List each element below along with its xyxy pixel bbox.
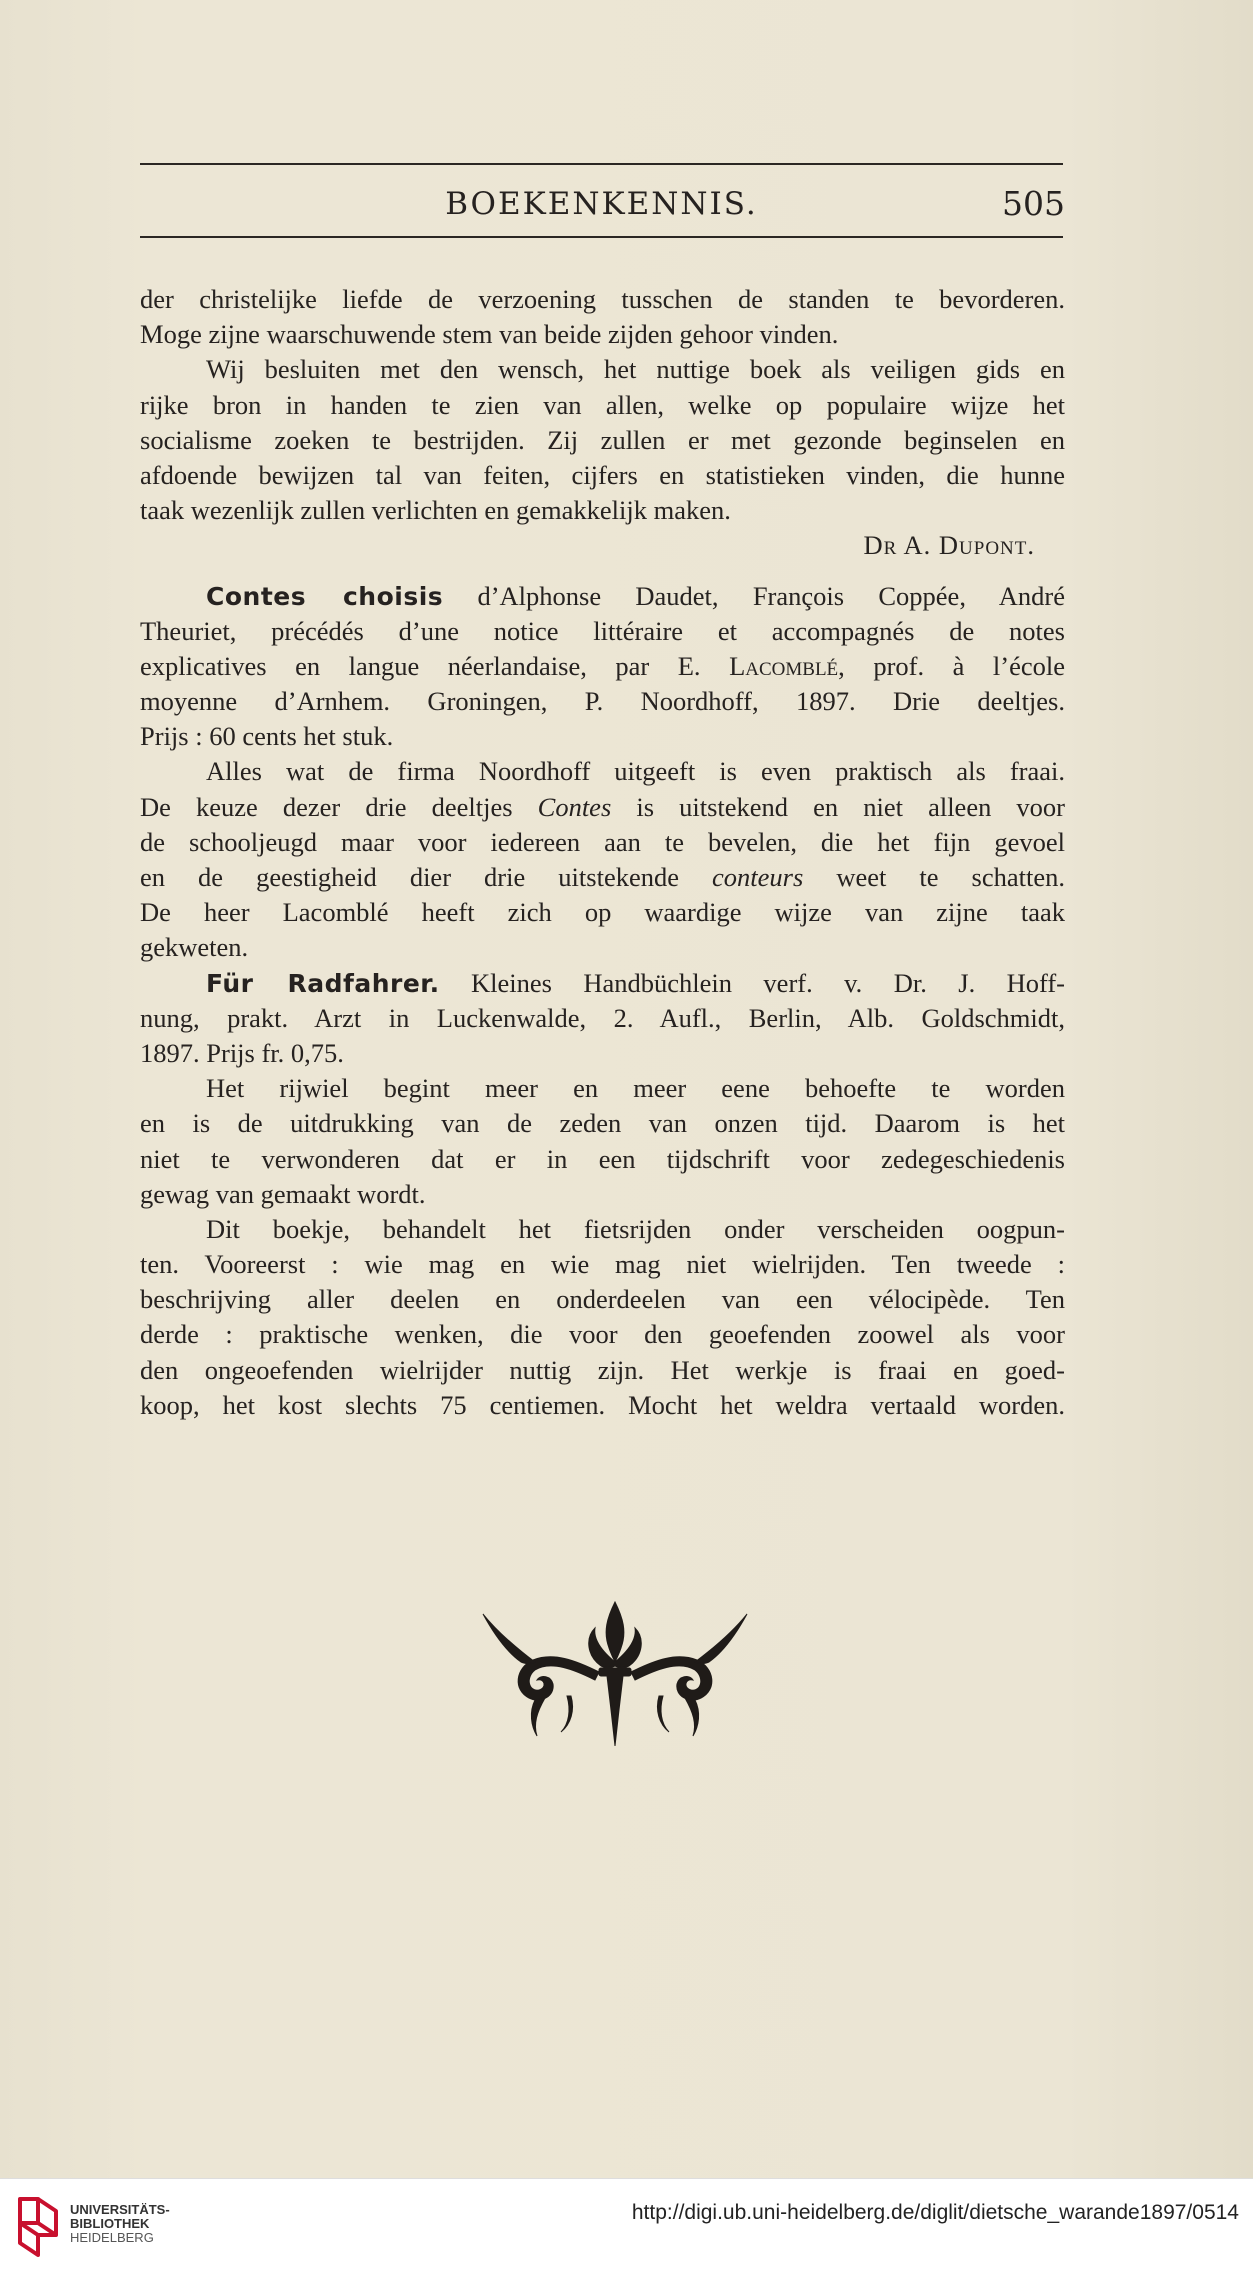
author-name: Lacomblé xyxy=(729,650,839,681)
text-line: nung, prakt. Arzt in Luckenwalde, 2. Aufl., Berlin, Alb. Goldschmidt, xyxy=(140,1002,1065,1033)
text-span: De keuze dezer drie deeltjes xyxy=(140,791,538,822)
text-line: gekweten. xyxy=(140,932,249,963)
body-text xyxy=(140,282,1065,1423)
italic-term: conteurs xyxy=(712,862,804,892)
text-line: gewag van gemaakt wordt. xyxy=(140,1178,426,1209)
page-number: 505 xyxy=(1002,184,1065,223)
text-span: is uitstekend en niet alleen voor xyxy=(611,791,1065,822)
text-span: Kleines Handbüchlein verf. v. Dr. J. Hoff- xyxy=(439,967,1066,998)
text-span: weet te schatten. xyxy=(803,862,1065,892)
text-span: explicatives en langue néerlandaise, par E. xyxy=(140,650,730,681)
text-line xyxy=(140,860,1065,895)
text-line: Dit boekje, behandelt het fietsrijden onder verscheiden oogpun- xyxy=(206,1213,1065,1244)
text-span: en de geestigheid dier drie uitstekende xyxy=(140,862,713,892)
text-line: beschrijving aller deelen en onderdeelen van een vélocipède. Ten xyxy=(140,1284,1065,1315)
text-line xyxy=(140,649,1065,684)
fleur-de-lis-ornament-icon xyxy=(475,1600,755,1760)
text-line: socialisme zoeken te bestrijden. Zij zullen er met gezonde beginselen en xyxy=(140,424,1065,455)
library-name xyxy=(70,2203,170,2245)
running-title: BOEKENKENNIS. xyxy=(445,186,758,222)
ub-heidelberg-logo-icon xyxy=(14,2193,62,2259)
text-line: en is de uitdrukking van de zeden van onzen tijd. Daarom is het xyxy=(140,1108,1065,1139)
text-line: 1897. Prijs fr. 0,75. xyxy=(140,1037,344,1068)
text-line: taak wezenlijk zullen verlichten en gemakkelijk maken. xyxy=(140,495,731,526)
text-span: d’Alphonse Daudet, François Coppée, André xyxy=(443,580,1065,611)
text-line: De heer Lacomblé heeft zich op waardige wijze van zijne taak xyxy=(140,897,1065,928)
library-name-line: BIBLIOTHEK xyxy=(70,2216,150,2231)
header-rule-top xyxy=(140,163,1063,165)
text-line: Wij besluiten met den wensch, het nuttige boek als veiligen gids en xyxy=(206,354,1065,385)
text-line: koop, het kost slechts 75 centiemen. Mocht het weldra vertaald worden. xyxy=(140,1389,1065,1420)
text-line xyxy=(140,579,1065,614)
text-line: rijke bron in handen te zien van allen, welke op populaire wijze het xyxy=(140,389,1065,420)
text-line: Moge zijne waarschuwende stem van beide zijden gehoor vinden. xyxy=(140,319,839,350)
text-line: Theuriet, précédés d’une notice littéraire et accompagnés de notes xyxy=(140,615,1065,646)
library-name-line: UNIVERSITÄTS- xyxy=(70,2202,170,2217)
header-rule-bottom xyxy=(140,236,1063,238)
library-name-line: HEIDELBERG xyxy=(70,2230,154,2245)
text-line: de schooljeugd maar voor iedereen aan te bevelen, die het fijn gevoel xyxy=(140,826,1065,857)
text-line: Het rijwiel begint meer en meer eene behoefte te worden xyxy=(206,1073,1065,1104)
text-line: den ongeoefenden wielrijder nuttig zijn. Het werkje is fraai en goed- xyxy=(140,1354,1065,1385)
review-signature: Dr A. Dupont. xyxy=(863,530,1035,561)
text-line: derde : praktische wenken, die voor den geoefenden zoowel als voor xyxy=(140,1319,1065,1350)
book-title: Contes choisis xyxy=(206,581,444,611)
text-line: Prijs : 60 cents het stuk. xyxy=(140,721,394,752)
text-line: ten. Vooreerst : wie mag en wie mag niet wielrijden. Ten tweede : xyxy=(140,1249,1065,1280)
text-line: der christelijke liefde de verzoening tusschen de standen te bevorderen. xyxy=(140,284,1065,314)
text-line xyxy=(140,966,1065,1001)
italic-term: Contes xyxy=(537,791,612,822)
paragraph-gap xyxy=(140,564,1065,579)
viewer-footer xyxy=(0,2178,1253,2272)
text-line: afdoende bewijzen tal van feiten, cijfers en statistieken vinden, die hunne xyxy=(140,459,1065,490)
text-line: Alles wat de firma Noordhoff uitgeeft is even praktisch als fraai. xyxy=(206,756,1065,787)
permalink-url[interactable]: http://digi.ub.uni-heidelberg.de/diglit/dietsche_warande1897/0514 xyxy=(631,2201,1239,2224)
book-title: Für Radfahrer. xyxy=(206,968,440,998)
text-line xyxy=(140,790,1065,825)
text-span: , prof. à l’école xyxy=(838,650,1066,681)
text-line: moyenne d’Arnhem. Groningen, P. Noordhoff, 1897. Drie deeltjes. xyxy=(140,686,1065,717)
text-line: niet te verwonderen dat er in een tijdschrift voor zedegeschiedenis xyxy=(140,1143,1065,1174)
